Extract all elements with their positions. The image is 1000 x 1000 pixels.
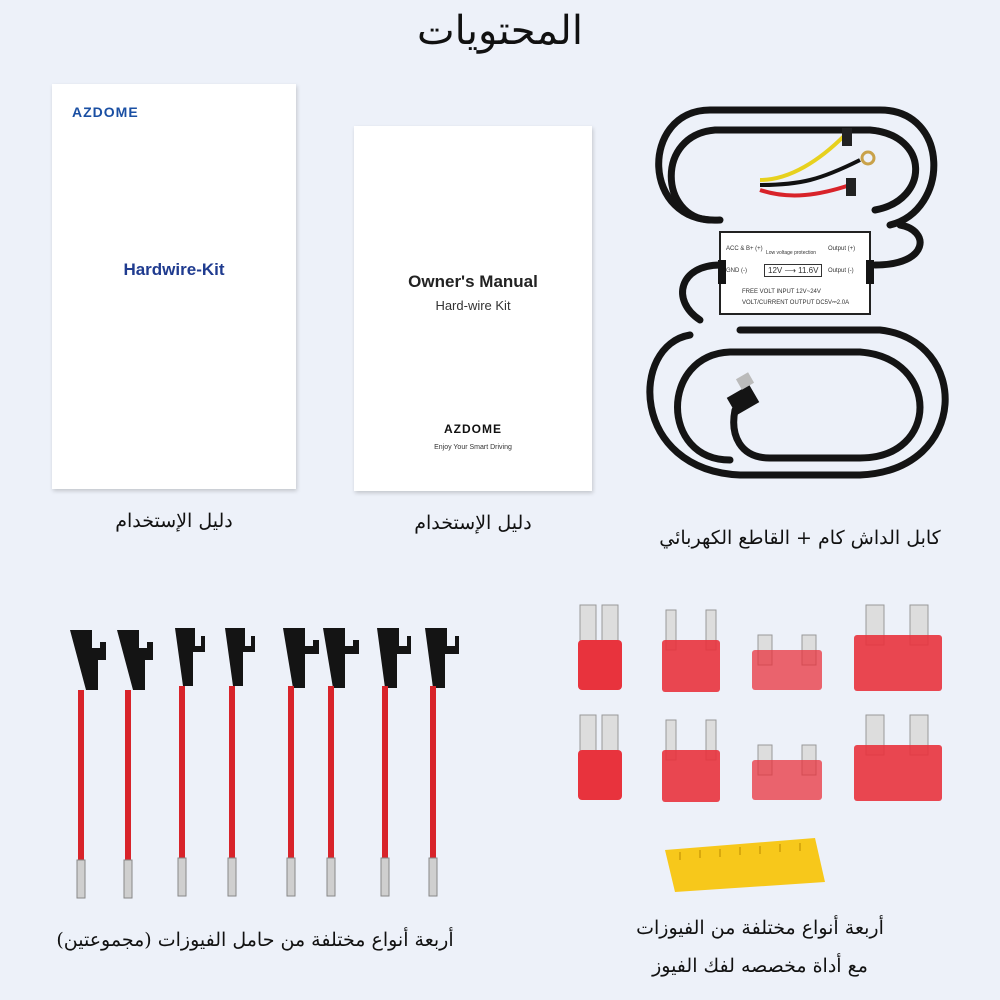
mini-fuse	[578, 715, 622, 800]
fuses-caption-line-2: مع أداة مخصصه لفك الفيوز	[652, 955, 868, 977]
owners-manual-caption: دليل الإستخدام	[414, 512, 532, 534]
kit-booklet-caption: دليل الإستخدام	[115, 510, 233, 532]
module-output-minus-label: Output (-)	[828, 268, 854, 274]
mini-fuse	[578, 605, 622, 690]
fuses-illustration	[570, 600, 960, 900]
module-gnd-label: GND (-)	[726, 268, 747, 274]
standard-fuse	[662, 610, 720, 692]
module-protection-label: Low voltage protection	[766, 250, 817, 256]
fuses-caption-line-1: أربعة أنواع مختلفة من الفيوزات	[636, 917, 884, 939]
fuse-tap	[70, 630, 106, 898]
fuse-puller-tool	[665, 838, 825, 892]
hardwire-kit-booklet	[52, 84, 296, 489]
fuse-taps-illustration	[55, 620, 475, 900]
booklet-brand-logo: AZDOME	[72, 104, 139, 120]
manual-tagline: Enjoy Your Smart Driving	[434, 444, 512, 451]
maxi-fuse	[854, 605, 942, 691]
hardwire-cable-caption: كابل الداش كام + القاطع الكهربائي	[659, 527, 941, 549]
owners-manual-booklet	[354, 126, 592, 491]
module-input-spec: FREE VOLT INPUT 12V~24V	[742, 289, 821, 295]
manual-title: Owner's Manual	[408, 272, 538, 291]
module-output-spec: VOLT/CURRENT OUTPUT DC5V⎓2.0A	[742, 300, 850, 306]
booklet-title: Hardwire-Kit	[123, 260, 225, 279]
fuse-tap	[377, 628, 411, 896]
fuse-taps-caption: أربعة أنواع مختلفة من حامل الفيوزات (مجموعتين)	[56, 929, 454, 951]
module-voltage-range: 12V ⟶ 11.6V	[764, 264, 822, 277]
fuse-tap	[175, 628, 205, 896]
fuse-tap	[425, 628, 459, 896]
maxi-fuse	[854, 715, 942, 801]
manual-subtitle: Hard-wire Kit	[435, 298, 511, 313]
module-acc-label: ACC & B+ (+)	[726, 246, 763, 252]
standard-fuse	[662, 720, 720, 802]
fuse-tap	[283, 628, 319, 896]
page-title: المحتويات	[417, 8, 583, 54]
low-profile-fuse	[752, 635, 822, 690]
module-output-plus-label: Output (+)	[828, 246, 856, 252]
low-profile-fuse	[752, 745, 822, 800]
manual-brand-logo: AZDOME	[444, 422, 502, 436]
fuse-tap	[117, 630, 153, 898]
fuse-tap	[225, 628, 255, 896]
fuse-tap	[323, 628, 359, 896]
